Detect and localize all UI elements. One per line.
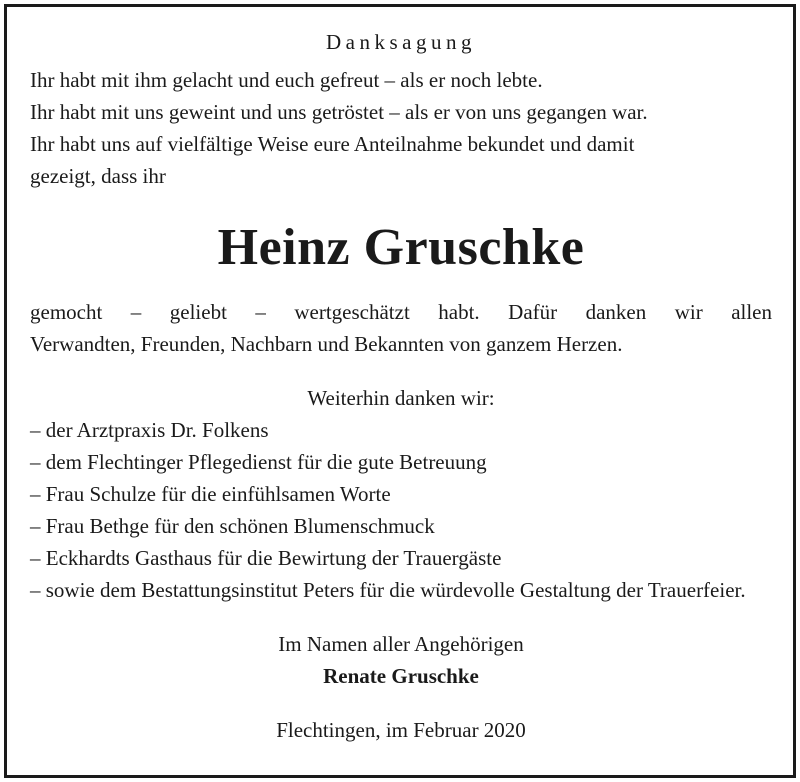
signature-intro: Im Namen aller Angehörigen: [278, 632, 524, 656]
intro-line: Ihr habt mit uns geweint und uns getröstet – als er von uns gegangen war.: [30, 100, 648, 124]
thanks-line: gemocht – geliebt – wertgeschätzt habt. Dafür danken wir allen: [30, 300, 772, 324]
intro-line: Ihr habt mit ihm gelacht und euch gefreut – als er noch lebte.: [30, 68, 543, 92]
further-thanks-title: Weiterhin danken wir:: [307, 386, 495, 410]
thanks-line: Verwandten, Freunden, Nachbarn und Bekannten von ganzem Herzen.: [30, 332, 623, 356]
obituary-notice: [30, 26, 772, 746]
list-item: – dem Flechtinger Pflegedienst für die gute Betreuung: [30, 450, 487, 474]
notice-heading: Danksagung: [326, 30, 476, 54]
thanks-paragraph: [30, 296, 772, 360]
intro-line: Ihr habt uns auf vielfältige Weise eure Anteilnahme bekundet und damit: [30, 132, 635, 156]
list-item: – Frau Bethge für den schönen Blumenschmuck: [30, 514, 435, 538]
further-thanks-list: [30, 414, 772, 606]
signature-name: Renate Gruschke: [323, 664, 479, 688]
intro-line: gezeigt, dass ihr: [30, 164, 166, 188]
list-item: – Frau Schulze für die einfühlsamen Worte: [30, 482, 391, 506]
list-item: – der Arztpraxis Dr. Folkens: [30, 418, 269, 442]
list-item: – sowie dem Bestattungsinstitut Peters für die würdevolle Gestaltung der Trauerfeier.: [30, 578, 746, 602]
intro-paragraph: [30, 64, 772, 192]
list-item: – Eckhardts Gasthaus für die Bewirtung der Trauergäste: [30, 546, 502, 570]
deceased-name: Heinz Gruschke: [217, 219, 585, 276]
place-and-date: Flechtingen, im Februar 2020: [276, 718, 526, 742]
